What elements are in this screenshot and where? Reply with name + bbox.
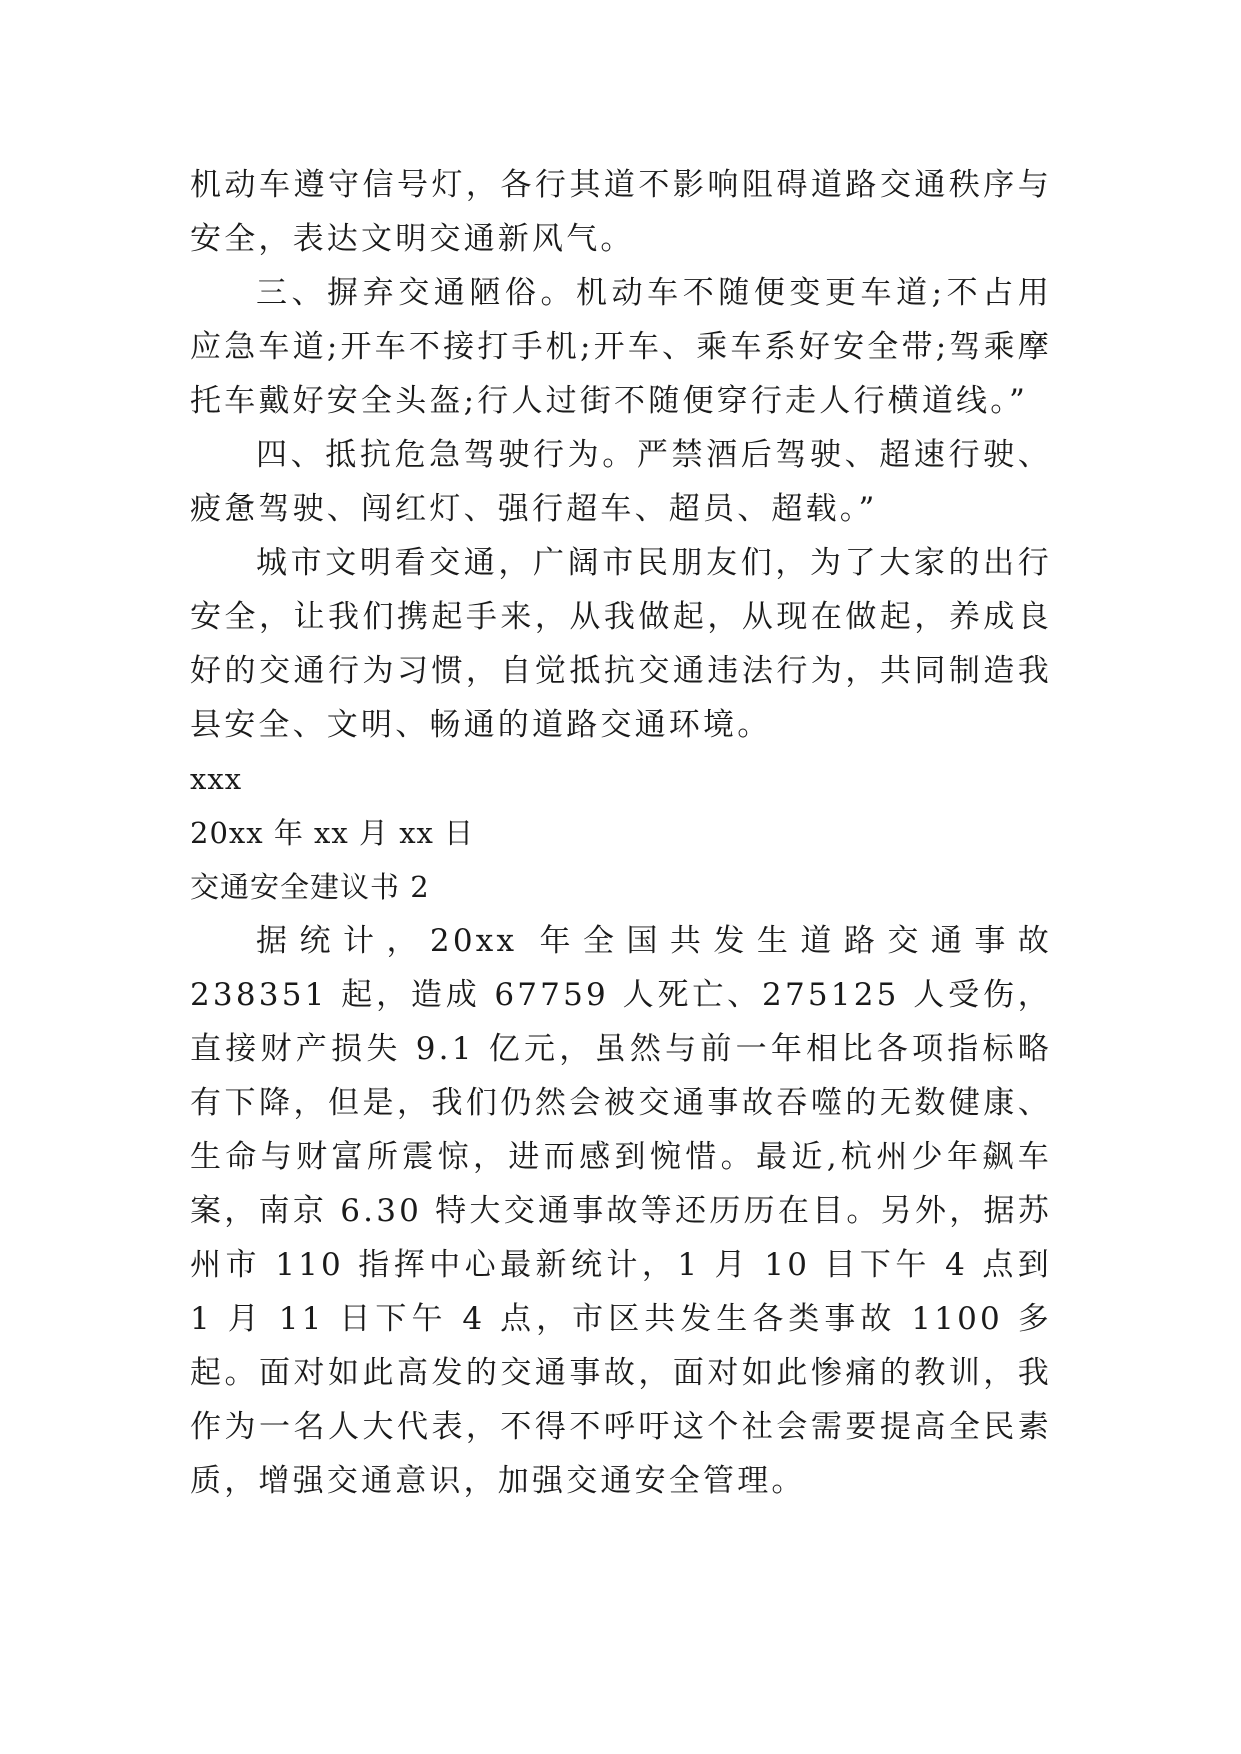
paragraph-item-three: 三、摒弃交通陋俗。机动车不随便变更车道;不占用应急车道;开车不接打手机;开车、乘车系好安全带;驾乘摩托车戴好安全头盔;行人过街不随便穿行走人行横道线。” — [190, 275, 1052, 419]
signature: xxx — [190, 762, 243, 796]
paragraph-item-four: 四、抵抗危急驾驶行为。严禁酒后驾驶、超速行驶、疲惫驾驶、闯红灯、强行超车、超员、超载。” — [190, 437, 1052, 527]
date-line: 20xx 年 xx 月 xx 日 — [190, 816, 475, 850]
section-title: 交通安全建议书 2 — [190, 870, 430, 904]
document-body — [190, 158, 1052, 1508]
paragraph-statistics: 据统计，20xx 年全国共发生道路交通事故 238351 起，造成 67759 人死亡、275125 人受伤，直接财产损失 9.1 亿元，虽然与前一年相比各项指标略有下降，但是，我们仍然会被交通事故吞噬的无数健康、生命与财富所震惊，进而感到惋惜。最近,杭州少年飙车案，南京 6.30 特大交通事故等还历历在目。另外，据苏州市 110 指挥中心最新统计，1 月 10 目下午 4 点到 1 月 11 日下午 4 点，市区共发生各类事故 1100 多起。面对如此高发的交通事故，面对如此惨痛的教训，我作为一名人大代表，不得不呼吁这个社会需要提高全民素质，增强交通意识，加强交通安全管理。 — [190, 923, 1052, 1499]
paragraph-continuation: 机动车遵守信号灯，各行其道不影响阻碍道路交通秩序与安全，表达文明交通新风气。 — [190, 167, 1052, 257]
paragraph-closing: 城市文明看交通，广阔市民朋友们，为了大家的出行安全，让我们携起手来，从我做起，从现在做起，养成良好的交通行为习惯，自觉抵抗交通违法行为，共同制造我县安全、文明、畅通的道路交通环境。 — [190, 545, 1052, 743]
